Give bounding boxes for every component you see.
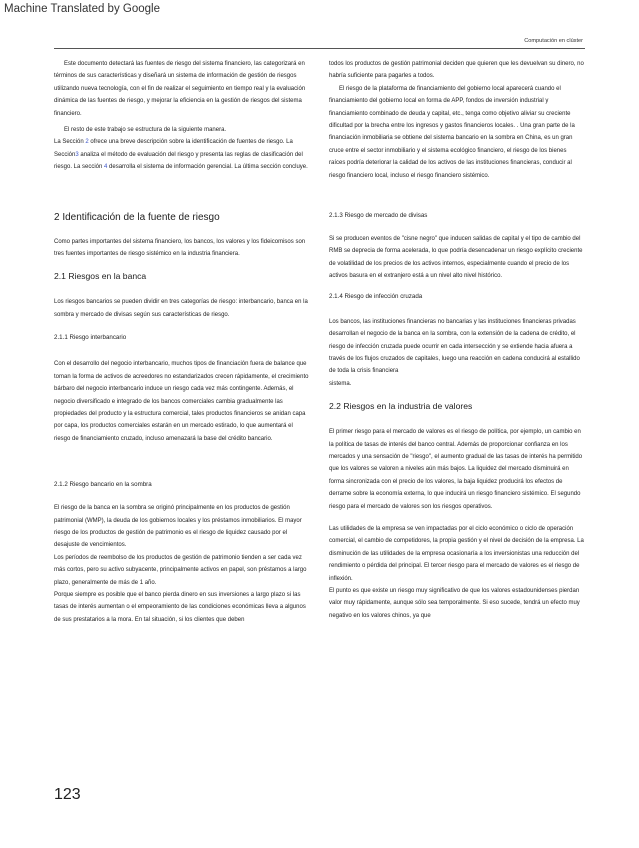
section-2-2-paragraph-3: El punto es que existe un riesgo muy significativo de que los valores estadounidenses pierdan valor muy rápidamente, aunque sólo sea temporalmente. Si eso sucede, tendrá un efecto muy negativo en los valores chinos, ya que [329, 588, 580, 619]
running-head: Computación en clúster [524, 38, 583, 44]
section-2-1-2-paragraph-3: Porque siempre es posible que el banco pierda dinero en sus inversiones a largo plazo si las tasas de interés aumentan o el empeoramiento de las condiciones económicas lleva a algunos de sus prestatarios a la mora. En tal situación, si los clientes que deben [54, 591, 306, 623]
section-2-1-4-heading: 2.1.4 Riesgo de infección cruzada [329, 292, 423, 300]
section-2-1-2-paragraph-2: Los períodos de reembolso de los productos de gestión de patrimonio tienden a ser cada vez más cortos, pero su activo subyacente, principalmente activos en papel, son préstamos a largo plazo, generalmente de más de 1 año. [54, 554, 307, 586]
section-2-1-heading: 2.1 Riesgos en la banca [54, 271, 147, 282]
page-number: 123 [54, 786, 81, 803]
section-2-2-paragraph-1: El primer riesgo para el mercado de valores es el riesgo de política, por ejemplo, un cambio en la política de tasas de interés del banco central. Además de proporcionar confianza en los mercados y una sensación de "riesgo", el aumento gradual de las tasas de interés ha permitido que los valores se valoren a niveles aún más bajos. La liquidez del mercado disminuirá en forma sincronizada con el precio de los valores, la baja liquidez producirá los efectos de derrame sobre la economía externa, lo que inducirá un riesgo financiero sistémico. El segundo riesgo para el mercado de valores son los riesgos operativos. [329, 429, 583, 510]
section-2-1-2-paragraph-1: El riesgo de la banca en la sombra se originó principalmente en los productos de gestión patrimonial (WMP), la deuda de los gobiernos locales y los préstamos inmobiliarios. El mayor riesgo de los productos de gestión de patrimonio es el riesgo de liquidez causado por el desajuste de vencimientos. [54, 505, 302, 549]
section-2-1-3-heading: 2.1.3 Riesgo de mercado de divisas [329, 212, 428, 220]
machine-translation-banner: Machine Translated by Google [4, 3, 160, 15]
section-2-2-paragraph-2: Las utilidades de la empresa se ven impactadas por el ciclo económico o ciclo de operación comercial, el cambio de competidores, la propia gestión y el nivel de decisión de la empresa. La disminución de las utilidades de la empresa ocasionaría a los inversionistas una reducción del rendimiento o pérdida del principal. El tercer riesgo para el mercado de valores es el riesgo de inflexión. [329, 525, 584, 582]
section-2-1-4-continuation: sistema. [329, 380, 352, 387]
section-2-link[interactable]: 2 [85, 139, 89, 146]
section-2-1-3-paragraph: Si se producen eventos de "cisne negro" que inducen salidas de capital y el tipo de cambio del RMB se deprecia de forma acelerada, lo que podría desencadenar un riesgo explícito creciente de volatilidad de los precios de los activos internos, especialmente cuando el precio de los activos basura en el extranjero está a un nivel alto nivel histórico. [329, 236, 583, 280]
section-4-link[interactable]: 4 [104, 164, 108, 171]
intro-paragraph: Este documento detectará las fuentes de riesgo del sistema financiero, las categorizará en términos de sus características y diseñará un sistema de información de gestión de riesgos utilizando nueva tecnología, con el fin de realizar el seguimiento en tiempo real y la evaluación dinámica de las fuentes de riesgo, y mejorar la eficiencia en la gestión de riesgos del sistema financiero. [54, 61, 306, 117]
header-rule [54, 48, 585, 49]
section-2-2-heading: 2.2 Riesgos en la industria de valores [329, 401, 473, 412]
continued-paragraph: todos los productos de gestión patrimonial deciden que quieren que les devuelvan su dinero, no habría suficiente para pagarles a todos. [329, 61, 584, 80]
structure-paragraph: El resto de este trabajo se estructura de la siguiente manera. [64, 127, 227, 134]
section-2-1-4-paragraph: Los bancos, las instituciones financieras no bancarias y las instituciones financieras privadas desarrollan el negocio de la banca en la sombra, con la extensión de la cadena de crédito, el riesgo de infección cruzada puede ocurrir en cada intersección y se extiende hacia afuera a través de los flujos cruzados de capitales, luego una reacción en cadena conducirá al estallido de toda la crisis financiera [329, 318, 580, 375]
platform-risk-paragraph: El riesgo de la plataforma de financiamiento del gobierno local aparecerá cuando el financiamiento del gobierno local en forma de APP, fondos de inversión industrial y financiamiento combinado de deuda y capital, etc., tenga como objetivo aliviar su creciente dificultad por la brecha entre los ingresos y gastos financieros locales. . Una gran parte de la financiación inmobiliaria se obtiene del sistema bancario en la sombra en China, es un gran cruce entre el sector inmobiliario y el sistema ecológico financiero, el riesgo de los bienes raíces podría deteriorar la calidad de los activos de las instituciones financieras, conducir al riesgo financiero local, incluso el riesgo financiero sistémico. [329, 85, 575, 179]
section-2-1-1-paragraph: Con el desarrollo del negocio interbancario, muchos tipos de financiación fuera de balance que toman la forma de activos de acreedores no estandarizados crecen rápidamente, el crecimiento bárbaro del negocio interbancario induce un riesgo cada vez más contingente. Además, el negocio diversificado e integrado de los bancos comerciales cambia gradualmente las propiedades del producto y la estructura comercial, tales productos financieros se anidan capa por capa, los productos comerciales estarán en un mercado estirado, lo que aumentará el riesgo de financiamiento cruzado, incluso amenazará la base del crédito bancario. [54, 361, 309, 442]
section-2-1-1-heading: 2.1.1 Riesgo interbancario [54, 334, 127, 342]
section-2-1-2-heading: 2.1.2 Riesgo bancario en la sombra [54, 481, 152, 489]
sections-overview-paragraph: La Sección 2 ofrece una breve descripción sobre la identificación de fuentes de riesgo. La Sección3 analiza el método de evaluación del riesgo y presenta las reglas de clasificación del riesgo. La sección 4 desarrolla el sistema de información gerencial. La última sección concluye. [54, 139, 308, 171]
section-2-paragraph: Como partes importantes del sistema financiero, los bancos, los valores y los fideicomisos son tres fuentes importantes de riesgo sistémico en la industria financiera. [54, 238, 306, 258]
section-3-link[interactable]: 3 [75, 151, 79, 158]
left-column [54, 58, 309, 626]
section-2-heading: 2 Identificación de la fuente de riesgo [54, 211, 220, 223]
section-2-1-paragraph: Los riesgos bancarios se pueden dividir en tres categorías de riesgo: interbancario, banca en la sombra y mercado de divisas según sus características de riesgo. [54, 299, 308, 318]
right-column [329, 58, 584, 622]
